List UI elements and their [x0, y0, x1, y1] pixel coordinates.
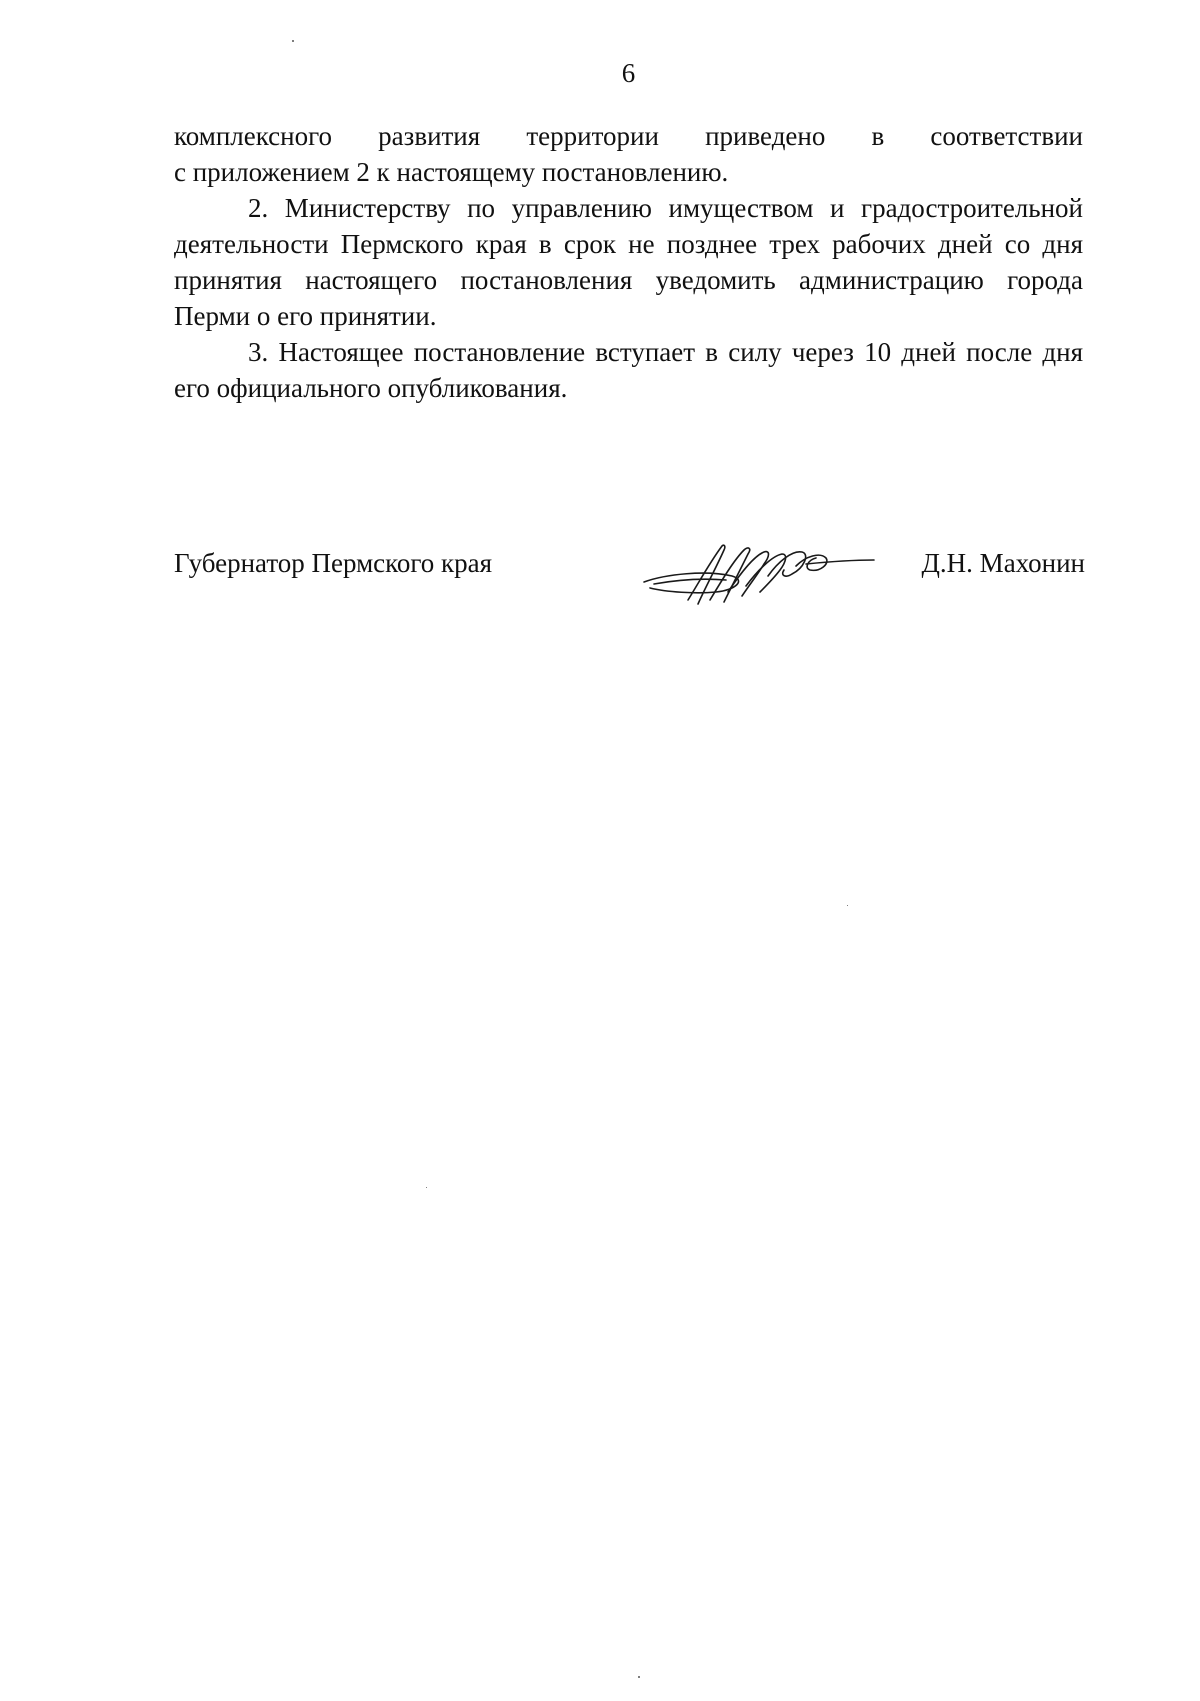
signature-block [174, 548, 1085, 608]
signatory-title: Губернатор Пермского края [174, 548, 493, 578]
scan-speck [847, 905, 848, 906]
signatory-name: Д.Н. Махонин [921, 548, 1085, 578]
scan-speck [638, 1676, 640, 1678]
paragraph-3: 3. Настоящее постановление вступает в силу через 10 дней после дня его официального опубликования. [174, 337, 1083, 403]
paragraph-2: 2. Министерству по управлению имуществом и градостроительной деятельности Пермского края в срок не позднее трех рабочих дней со дня принятия настоящего постановления уведомить администрацию города Перми о его принятии. [174, 193, 1083, 331]
paragraph-1-line-1: комплексного развития территории приведено в соответствии [174, 121, 1083, 151]
page-number: 6 [621, 58, 636, 88]
paragraph-1-line-2: с приложением 2 к настоящему постановлению. [174, 157, 729, 187]
document-body [174, 118, 1083, 406]
scan-speck [426, 1187, 427, 1188]
scan-speck [292, 40, 294, 42]
handwritten-signature [636, 534, 886, 614]
